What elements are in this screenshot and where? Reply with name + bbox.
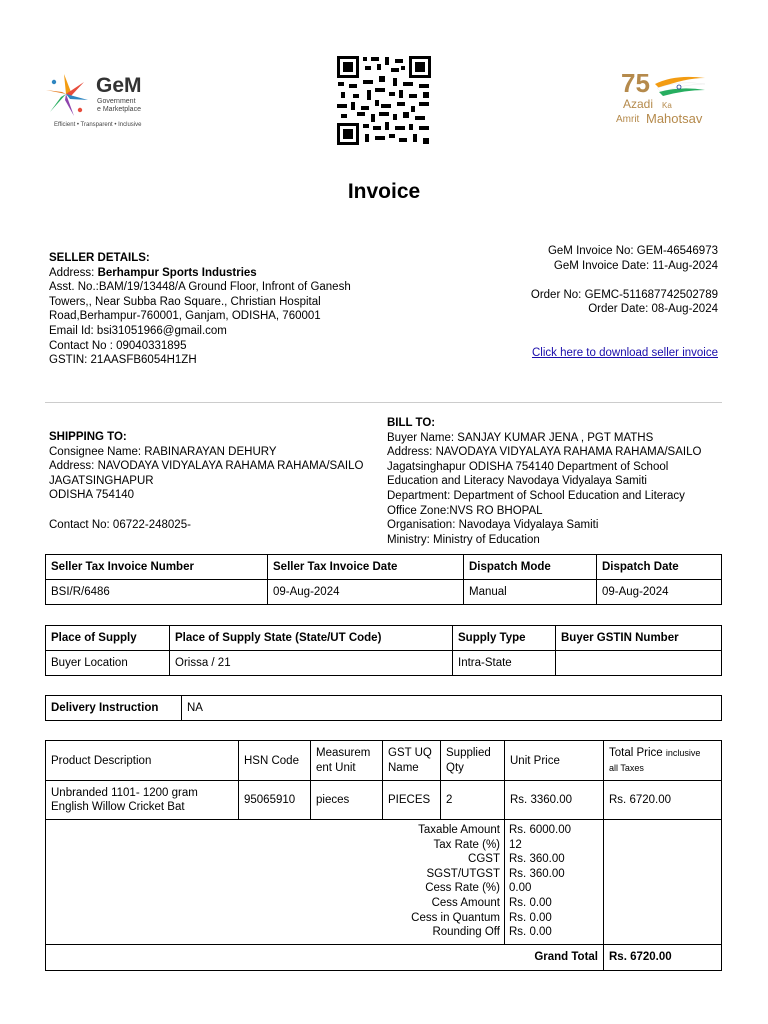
- billing-heading: BILL TO:: [387, 417, 436, 429]
- gem-logo: [44, 70, 164, 132]
- tax-value-cgst: Rs. 360.00: [509, 853, 565, 866]
- shipping-addr3: ODISHA 754140: [49, 489, 135, 502]
- billing-details: [387, 416, 727, 547]
- seller-tax-invoice-date: 09-Aug-2024: [268, 580, 464, 605]
- billing-organisation: Organisation: Navodaya Vidyalaya Samiti: [387, 519, 599, 532]
- dispatch-data-row: [46, 580, 722, 605]
- dispatch-header-row: [46, 555, 722, 580]
- download-seller-invoice-link[interactable]: Click here to download seller invoice: [531, 346, 718, 359]
- gem-logo-tagline: Efficient • Transparent • Inclusive: [54, 122, 142, 128]
- header-supplied-qty: [441, 741, 505, 781]
- invoice-meta: [418, 244, 718, 361]
- billing-addr1: Address: NAVODAYA VIDYALAYA RAHAMA RAHAMA/SAILO: [387, 446, 702, 459]
- header-seller-tax-invoice-date: Seller Tax Invoice Date: [268, 555, 464, 580]
- product-header-row: [46, 741, 722, 781]
- tax-labels-cell: [46, 820, 505, 945]
- seller-addr2: Towers,, Near Subba Rao Square., Christian Hospital: [49, 295, 321, 308]
- grand-total-label: Grand Total: [46, 944, 604, 970]
- azadi-logo-line1: Azadi: [623, 97, 654, 111]
- gem-logo-sub2: e Marketplace: [97, 106, 141, 113]
- tax-values-cell: [505, 820, 604, 945]
- tax-value-tax-rate: 12: [509, 838, 522, 851]
- tax-label-cess-rate: Cess Rate (%): [425, 882, 500, 895]
- header-total-price-label: Total Price: [609, 746, 663, 759]
- azadi-logo-line2: Amrit: [616, 114, 640, 125]
- tax-label-tax-rate: Tax Rate (%): [433, 838, 500, 851]
- tax-label-sgst: SGST/UTGST: [426, 867, 500, 880]
- product-table: [45, 740, 722, 971]
- tax-empty-cell: [604, 820, 722, 945]
- hsn-code: 95065910: [239, 781, 311, 820]
- supply-table: [45, 625, 722, 676]
- tax-value-cess-amount: Rs. 0.00: [509, 896, 552, 909]
- seller-gstin: GSTIN: 21AASFB6054H1ZH: [49, 354, 197, 367]
- page-title: Invoice: [347, 180, 421, 203]
- qr-code: [335, 54, 433, 147]
- header-dispatch-date: Dispatch Date: [597, 555, 722, 580]
- shipping-heading: SHIPPING TO:: [49, 431, 127, 443]
- dispatch-mode: Manual: [464, 580, 597, 605]
- header-supplied-qty-a: Supplied: [446, 746, 491, 759]
- product-description-b: English Willow Cricket Bat: [51, 801, 185, 813]
- grand-total-row: [46, 944, 722, 970]
- product-description: [46, 781, 239, 820]
- supplied-qty: 2: [441, 781, 505, 820]
- delivery-row: [46, 696, 722, 721]
- tax-breakdown-row: [46, 820, 722, 945]
- header-gst-uq-name: [383, 741, 441, 781]
- flag-swoosh-icon: [655, 74, 707, 98]
- header-total-price: [604, 741, 722, 781]
- header-buyer-gstin: Buyer GSTIN Number: [556, 626, 722, 651]
- total-price: Rs. 6720.00: [604, 781, 722, 820]
- shipping-addr2: JAGATSINGHAPUR: [49, 474, 154, 487]
- seller-details: [49, 251, 389, 368]
- seller-addr3: Road,Berhampur-760001, Ganjam, ODISHA, 760001: [49, 310, 321, 323]
- divider: [45, 402, 722, 403]
- tax-value-cess-quantum: Rs. 0.00: [509, 911, 552, 924]
- seller-heading: SELLER DETAILS:: [49, 252, 150, 264]
- gem-logo-name: GeM: [96, 74, 142, 97]
- supply-type: Intra-State: [453, 651, 556, 676]
- seller-address-line: [49, 266, 389, 281]
- header-supplied-qty-b: Qty: [446, 761, 464, 774]
- tax-label-rounding-off: Rounding Off: [432, 926, 500, 939]
- product-data-row: [46, 781, 722, 820]
- dispatch-date: 09-Aug-2024: [597, 580, 722, 605]
- place-of-supply-state: Orissa / 21: [170, 651, 453, 676]
- dispatch-table: [45, 554, 722, 605]
- gem-star-icon: [44, 72, 92, 118]
- tax-label-taxable-amount: Taxable Amount: [418, 824, 500, 836]
- tax-value-sgst: Rs. 360.00: [509, 867, 565, 880]
- gem-invoice-date: GeM Invoice Date: 11-Aug-2024: [553, 259, 718, 272]
- tax-value-taxable-amount: Rs. 6000.00: [509, 824, 572, 836]
- seller-tax-invoice-number: BSI/R/6486: [46, 580, 268, 605]
- billing-department: Department: Department of School Education and Literacy: [387, 489, 685, 502]
- billing-addr3: Education and Literacy Navodaya Vidyalaya Samiti: [387, 475, 647, 488]
- billing-ministry: Ministry: Ministry of Education: [387, 533, 540, 546]
- delivery-table: [45, 695, 722, 721]
- header-unit-price: Unit Price: [505, 741, 604, 781]
- header-product-description: Product Description: [46, 741, 239, 781]
- seller-email: Email Id: bsi31051966@gmail.com: [49, 324, 227, 337]
- header-gst-uq-a: GST UQ: [388, 746, 432, 759]
- place-of-supply: Buyer Location: [46, 651, 170, 676]
- measurement-unit: pieces: [311, 781, 383, 820]
- header-seller-tax-invoice-number: Seller Tax Invoice Number: [46, 555, 268, 580]
- order-no: Order No: GEMC-511687742502789: [530, 288, 718, 301]
- tax-value-cess-rate: 0.00: [509, 882, 532, 895]
- azadi-logo-75: 75: [621, 68, 650, 98]
- azadi-logo-line3: Mahotsav: [646, 111, 703, 126]
- unit-price: Rs. 3360.00: [505, 781, 604, 820]
- gem-logo-sub1: Government: [97, 98, 136, 105]
- header-place-of-supply: Place of Supply: [46, 626, 170, 651]
- gst-uq-name: PIECES: [383, 781, 441, 820]
- shipping-contact: Contact No: 06722-248025-: [49, 518, 191, 531]
- header-gst-uq-b: Name: [388, 761, 419, 774]
- billing-addr2: Jagatsinghapur ODISHA 754140 Department of School: [387, 460, 669, 473]
- header-dispatch-mode: Dispatch Mode: [464, 555, 597, 580]
- shipping-details: [49, 430, 379, 532]
- tax-label-cgst: CGST: [468, 853, 500, 866]
- delivery-instruction-value: NA: [182, 696, 722, 721]
- buyer-gstin: [556, 651, 722, 676]
- header-total-note-b: all Taxes: [609, 762, 644, 773]
- header-place-of-supply-state: Place of Supply State (State/UT Code): [170, 626, 453, 651]
- shipping-addr1: Address: NAVODAYA VIDYALAYA RAHAMA RAHAMA/SAILO: [49, 460, 364, 473]
- supply-header-row: [46, 626, 722, 651]
- supply-data-row: [46, 651, 722, 676]
- seller-addr1: Asst. No.:BAM/19/13448/A Ground Floor, Infront of Ganesh: [49, 281, 351, 294]
- shipping-consignee: Consignee Name: RABINARAYAN DEHURY: [49, 445, 277, 458]
- seller-address-label: Address:: [49, 266, 95, 279]
- azadi-logo: [615, 68, 730, 130]
- product-description-a: Unbranded 1101- 1200 gram: [51, 787, 198, 799]
- header-measurement-unit-a: Measurem: [316, 746, 371, 759]
- seller-company: Berhampur Sports Industries: [97, 266, 257, 279]
- delivery-instruction-label: Delivery Instruction: [46, 696, 182, 721]
- seller-contact: Contact No : 09040331895: [49, 339, 187, 352]
- grand-total-value: Rs. 6720.00: [604, 944, 722, 970]
- header-measurement-unit-b: ent Unit: [316, 761, 356, 774]
- header-supply-type: Supply Type: [453, 626, 556, 651]
- order-date: Order Date: 08-Aug-2024: [588, 303, 718, 316]
- header-hsn-code: HSN Code: [239, 741, 311, 781]
- header-total-note-a: inclusive: [665, 747, 701, 758]
- billing-buyer: Buyer Name: SANJAY KUMAR JENA , PGT MATHS: [387, 431, 654, 444]
- tax-label-cess-amount: Cess Amount: [431, 896, 500, 909]
- azadi-logo-ka: Ka: [662, 101, 672, 110]
- header-measurement-unit: [311, 741, 383, 781]
- tax-label-cess-quantum: Cess in Quantum: [411, 911, 500, 924]
- billing-office-zone: Office Zone:NVS RO BHOPAL: [387, 504, 543, 517]
- gem-invoice-no: GeM Invoice No: GEM-46546973: [547, 245, 718, 257]
- tax-value-rounding-off: Rs. 0.00: [509, 926, 552, 939]
